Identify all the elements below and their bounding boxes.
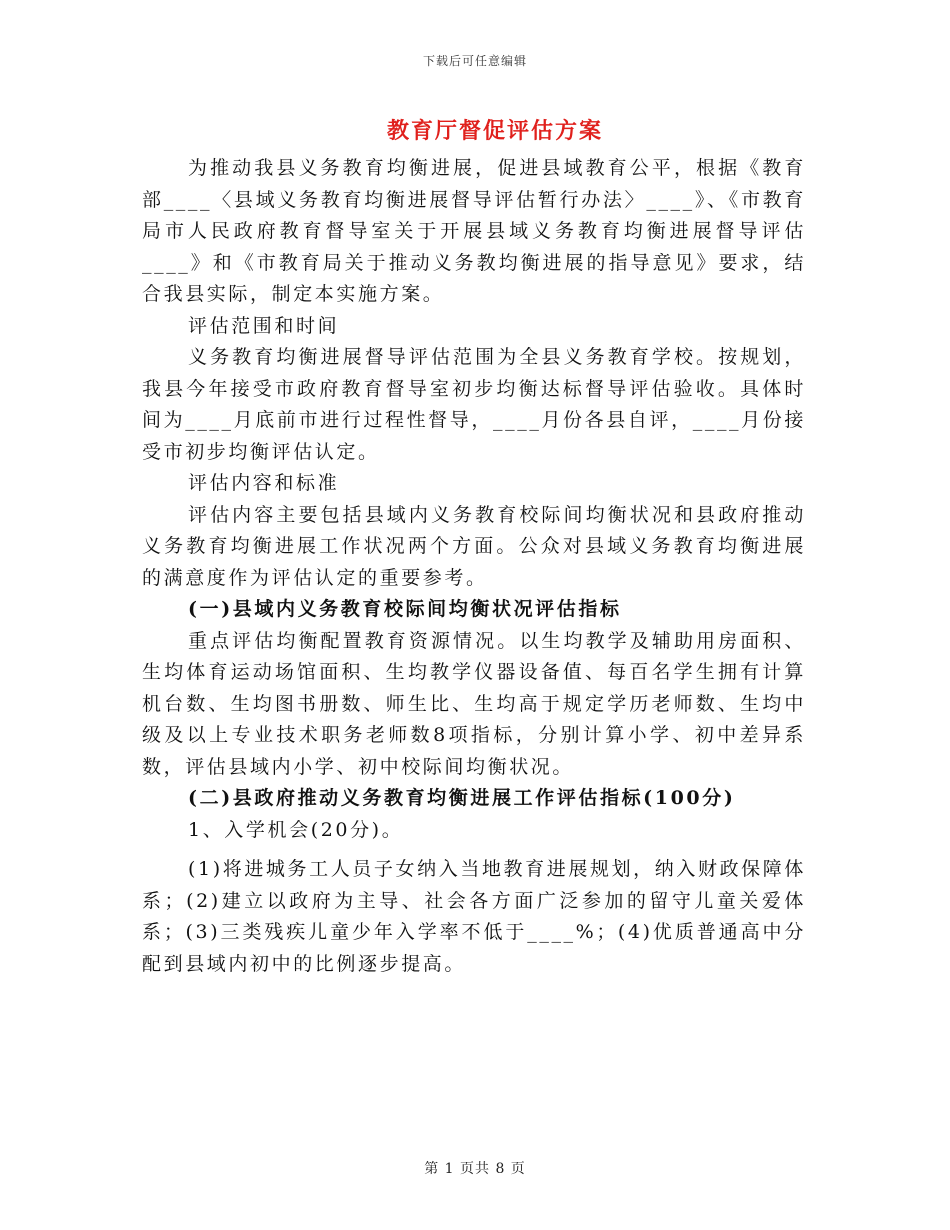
enrollment-details-paragraph: (1)将进城务工人员子女纳入当地教育进展规划，纳入财政保障体系；(2)建立以政府为主导、社会各方面广泛参加的留守儿童关爱体系；(3)三类残疾儿童少年入学率不低于____%；(4)优质普通高中分配到县域内初中的比例逐步提高。 bbox=[142, 858, 806, 975]
balance-indicator-paragraph: 重点评估均衡配置教育资源情况。以生均教学及辅助用房面积、生均体育运动场馆面积、生均教学仪器设备值、每百名学生拥有计算机台数、生均图书册数、师生比、生均高于规定学历老师数、生均中级及以上专业技术职务老师数8项指标，分别计算小学、初中差异系数，评估县域内小学、初中校际间均衡状况。 bbox=[142, 629, 806, 778]
page-header-note: 下载后可任意编辑 bbox=[422, 54, 527, 68]
subsection-heading-2: (二)县政府推动义务教育均衡进展工作评估指标(100分) bbox=[188, 787, 736, 809]
enrollment-item: 1、入学机会(20分)。 bbox=[188, 818, 404, 841]
intro-paragraph: 为推动我县义务教育均衡进展，促进县域教育公平，根据《教育部____〈县域义务教育均衡进展督导评估暂行办法〉____》、《市教育局市人民政府教育督导室关于开展县域义务教育均衡进展督导评估____》和《市教育局关于推动义务教均衡进展的指导意见》要求，结合我县实际，制定本实施方案。 bbox=[142, 157, 806, 305]
document-title: 教育厅督促评估方案 bbox=[386, 118, 603, 144]
document-body bbox=[142, 153, 806, 980]
scope-paragraph: 义务教育均衡进展督导评估范围为全县义务教育学校。按规划，我县今年接受市政府教育督导室初步均衡达标督导评估验收。具体时间为____月底前市进行过程性督导，____月份各县自评，____月份接受市初步均衡评估认定。 bbox=[142, 346, 806, 463]
page-footer: 第 1 页共 8 页 bbox=[424, 1161, 526, 1177]
subsection-heading-1: (一)县域内义务教育校际间均衡状况评估指标 bbox=[188, 598, 622, 620]
content-paragraph: 评估内容主要包括县域内义务教育校际间均衡状况和县政府推动义务教育均衡进展工作状况两个方面。公众对县域义务教育均衡进展的满意度作为评估认定的重要参考。 bbox=[142, 503, 806, 589]
section-heading-content: 评估内容和标准 bbox=[188, 472, 340, 494]
section-heading-scope: 评估范围和时间 bbox=[188, 314, 340, 337]
